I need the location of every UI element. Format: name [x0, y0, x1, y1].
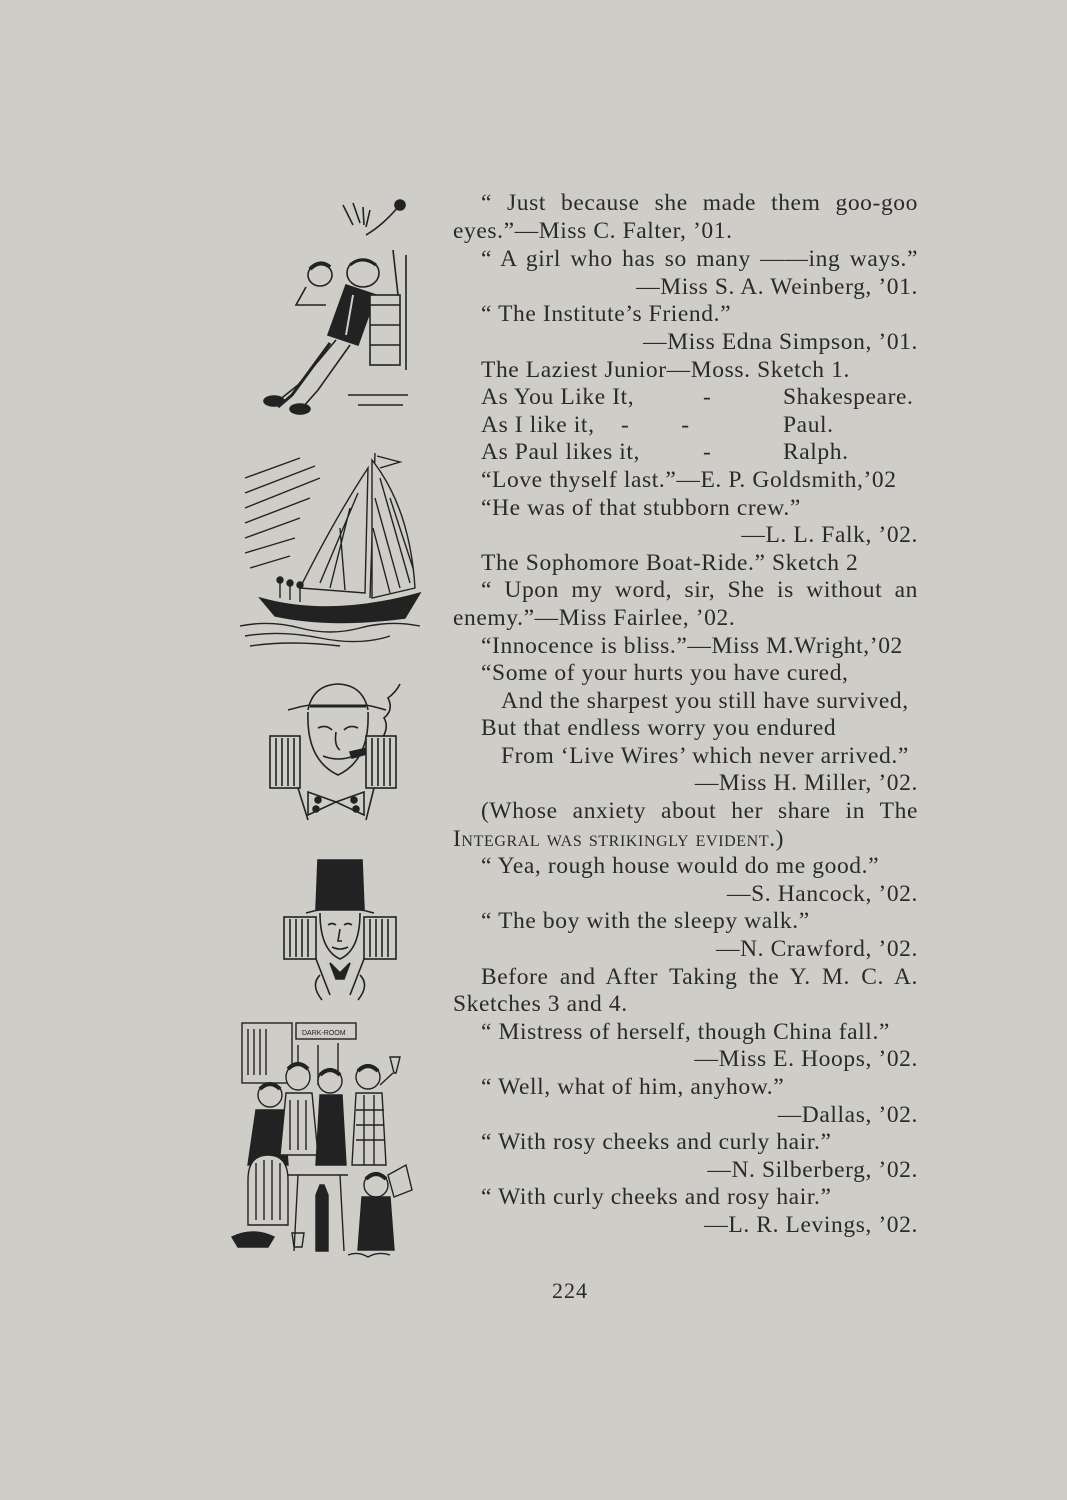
attribution-line: eyes.”—Miss C. Falter, ’01. — [453, 217, 733, 244]
quote-line: “ Well, what of him, anyhow.” — [481, 1074, 785, 1100]
sketch-caption: The Sophomore Boat-Ride.” Sketch 2 — [481, 549, 859, 576]
quote-line: “ A girl who has so many ——ing ways.” — [481, 246, 918, 273]
text-column — [453, 190, 918, 1240]
attribution-line: —Dallas, ’02. — [777, 1101, 918, 1128]
sailboat-sketch — [240, 448, 430, 653]
attribution-line: —N. Crawford, ’02. — [715, 936, 918, 963]
quote-line: “He was of that stubborn crew.” — [481, 494, 801, 521]
sketch-caption: The Laziest Junior—Moss. Sketch 1. — [481, 356, 850, 383]
quote-line: “ Yea, rough house would do me good.” — [481, 853, 880, 880]
note-line — [453, 798, 918, 826]
row-dash: - - — [621, 411, 690, 438]
note-text: Integral was strikingly evident.) — [453, 825, 785, 852]
quote-line: “Innocence is bliss.”—Miss M.Wright,’02 — [481, 632, 903, 659]
row-author: Ralph. — [783, 439, 849, 466]
top-hat-man-sketch — [280, 855, 400, 1005]
sketch-caption: Before and After Taking the Y. M. C. A. — [481, 963, 918, 990]
row-title: As I like it, — [481, 411, 595, 438]
row-title: As Paul likes it, — [481, 439, 641, 466]
sketch-caption: Sketches 3 and 4. — [453, 991, 628, 1018]
poem-line: From ‘Live Wires’ which never arrived.” — [501, 742, 909, 769]
quote-line: “ Mistress of herself, though China fall.” — [481, 1018, 890, 1045]
as-i-like-it-row — [453, 412, 918, 440]
page-number: 224 — [552, 1278, 588, 1303]
quote-line: “ The Institute’s Friend.” — [481, 301, 732, 328]
row-dash: - — [703, 384, 712, 411]
poem-line: But that endless worry you endured — [481, 715, 837, 742]
row-author: Shakespeare. — [783, 384, 914, 411]
as-paul-likes-it-row — [453, 439, 918, 467]
darkroom-sign: DARK-ROOM — [302, 1030, 346, 1037]
quote-line: “ The boy with the sleepy walk.” — [481, 908, 810, 935]
attribution-line: —Miss E. Hoops, ’02. — [694, 1046, 918, 1073]
row-author: Paul. — [783, 411, 834, 438]
quote-line: “ Just because she made them goo-goo — [481, 190, 918, 216]
lazy-junior-sketch — [258, 195, 418, 420]
attribution-line: —Miss S. A. Weinberg, ’01. — [636, 273, 918, 300]
quote-line: “ With rosy cheeks and curly hair.” — [481, 1129, 832, 1156]
attribution-line: —Miss H. Miller, ’02. — [694, 770, 918, 797]
row-dash: - — [703, 439, 712, 466]
quote-line: “Love thyself last.”—E. P. Goldsmith,’02 — [481, 466, 897, 493]
attribution-line: —Miss Edna Simpson, ’01. — [643, 328, 918, 355]
poem-line: And the sharpest you still have survived, — [501, 687, 909, 714]
note-line — [453, 826, 918, 854]
attribution-line: —S. Hancock, ’02. — [727, 880, 918, 907]
darkroom-group-sketch — [228, 1015, 413, 1265]
attribution-line: —N. Silberberg, ’02. — [707, 1156, 918, 1183]
row-title: As You Like It, — [481, 384, 635, 411]
attribution-line: —L. R. Levings, ’02. — [704, 1211, 918, 1238]
attribution-line: enemy.”—Miss Fairlee, ’02. — [453, 604, 736, 631]
quote-line: “ Upon my word, sir, She is without an — [481, 577, 918, 604]
attribution-line: —L. L. Falk, ’02. — [741, 522, 918, 549]
note-text: (Whose anxiety about her share in The — [481, 798, 918, 825]
quote-line: “ With curly cheeks and rosy hair.” — [481, 1184, 832, 1211]
as-you-like-it-row — [453, 384, 918, 412]
bowler-hat-man-sketch — [268, 680, 408, 825]
poem-line: “Some of your hurts you have cured, — [481, 660, 849, 687]
